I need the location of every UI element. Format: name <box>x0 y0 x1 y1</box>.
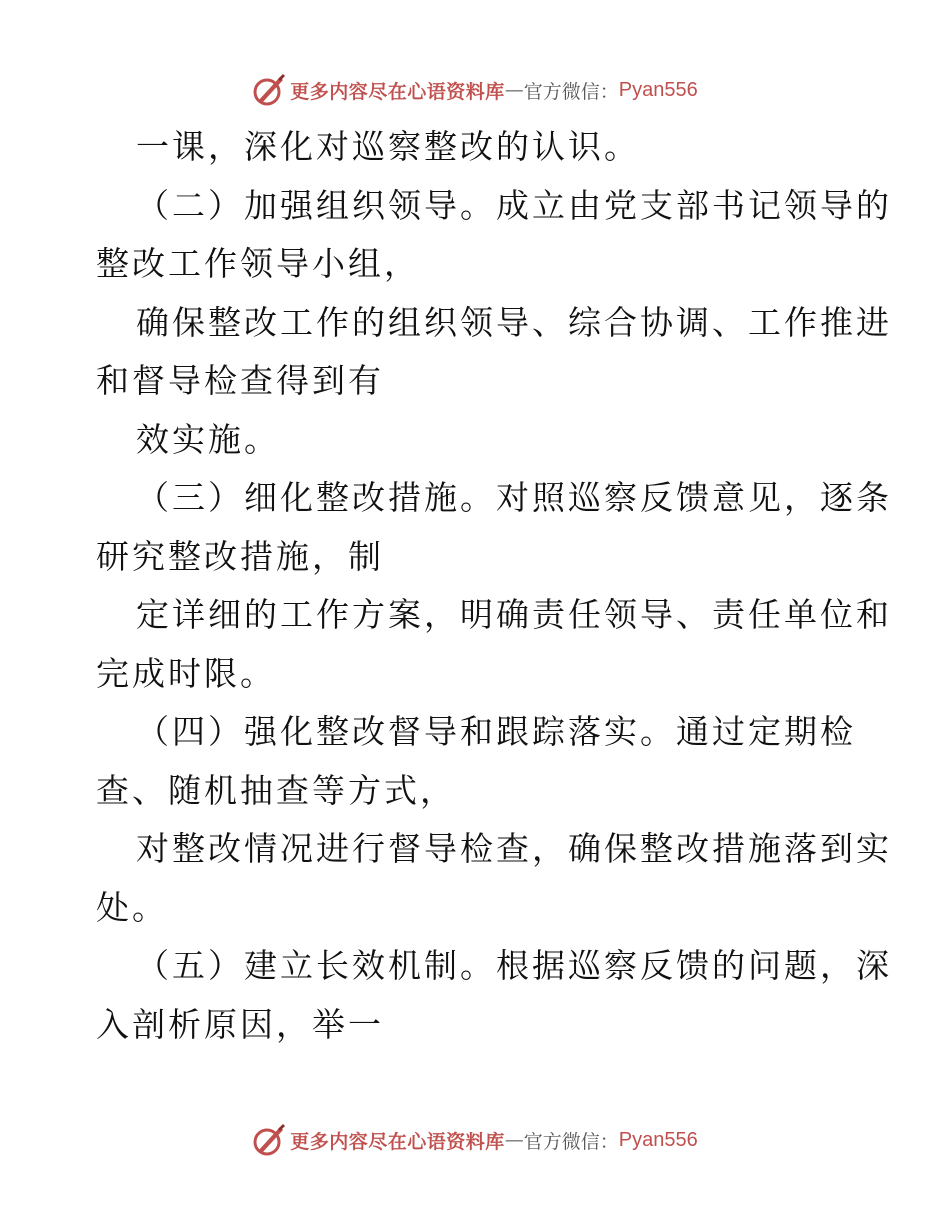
body-line: （四）强化整改督导和跟踪落实。通过定期检 <box>136 712 856 751</box>
footer-banner <box>0 1120 950 1160</box>
header-brand-text: 更多内容尽在心语资料库 <box>290 80 505 103</box>
header-wechat-id: Pyan556 <box>618 78 698 101</box>
body-line: （五）建立长效机制。根据巡察反馈的问题，深 <box>136 946 892 985</box>
body-line: 入剖析原因，举一 <box>96 1004 384 1044</box>
body-line: 查、随机抽查等方式， <box>96 770 456 810</box>
body-line: 确保整改工作的组织领导、综合协调、工作推进 <box>136 302 892 342</box>
body-line: 处。 <box>96 887 168 927</box>
header-separator: — <box>504 79 524 101</box>
body-line: 和督导检查得到有 <box>96 361 384 400</box>
quill-logo-icon <box>252 1123 286 1157</box>
body-line: 研究整改措施，制 <box>96 536 384 576</box>
body-line: 定详细的工作方案，明确责任领导、责任单位和 <box>136 595 892 634</box>
body-line: （二）加强组织领导。成立由党支部书记领导的 <box>136 185 892 225</box>
body-line: （三）细化整改措施。对照巡察反馈意见，逐条 <box>136 478 892 517</box>
body-line: 对整改情况进行督导检查，确保整改措施落到实 <box>136 829 892 868</box>
body-line: 完成时限。 <box>96 653 276 693</box>
document-body <box>96 118 892 1054</box>
footer-wechat-id: Pyan556 <box>618 1128 698 1151</box>
body-line: 一课，深化对巡察整改的认识。 <box>136 127 640 166</box>
body-line: 效实施。 <box>136 419 280 459</box>
footer-wechat-label: 官方微信： <box>523 1130 619 1153</box>
header-wechat-label: 官方微信： <box>523 80 619 103</box>
footer-separator: — <box>504 1129 524 1151</box>
body-line: 整改工作领导小组， <box>96 244 420 283</box>
quill-logo-icon <box>252 73 286 107</box>
header-banner <box>0 70 950 110</box>
footer-brand-text: 更多内容尽在心语资料库 <box>290 1130 505 1153</box>
